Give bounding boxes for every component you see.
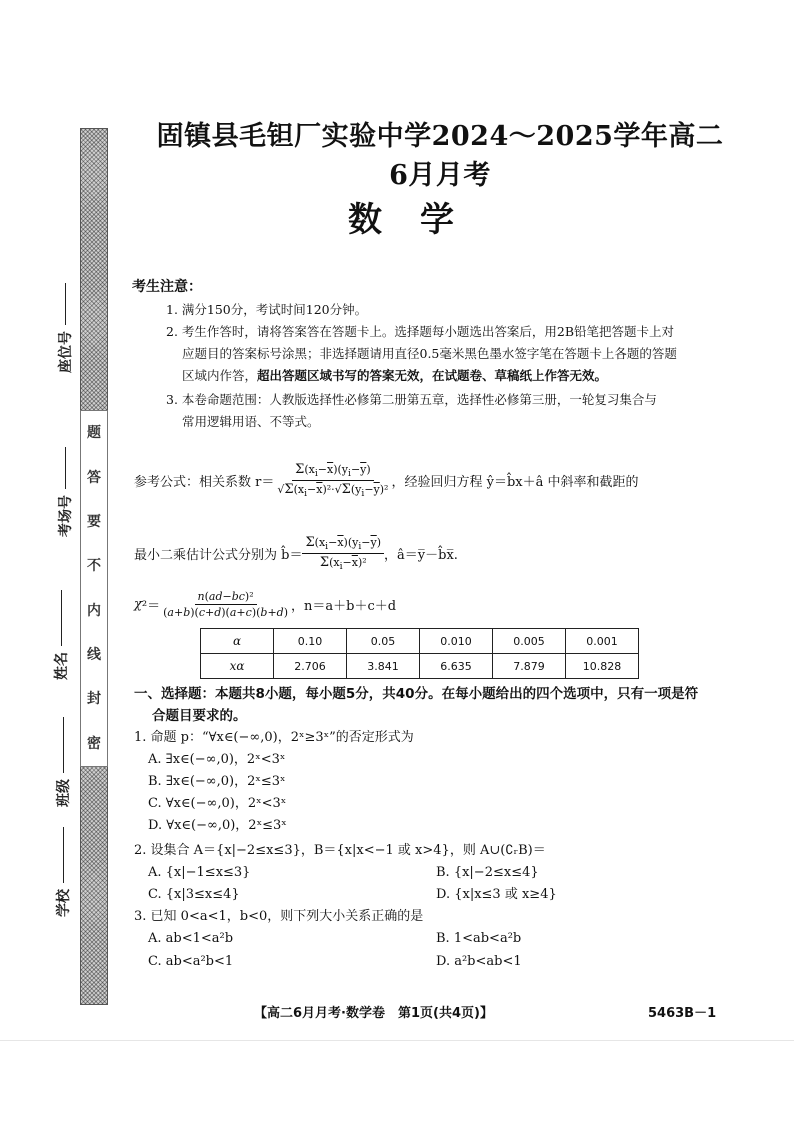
name-field[interactable] <box>51 590 71 680</box>
correlation-fraction: $\frac{\Sigma(x_i-\overline{x})(y_i-\overline{y})}{√\Sigma(x_i-\overline{x})^2\cdot√\Sigma(y_i-\overline{y})^2}$ <box>277 462 389 500</box>
option-a[interactable]: A. {x|−1≤x≤3} <box>148 865 251 880</box>
table-cell: α <box>201 629 274 654</box>
formula-prefix: 最小二乘估计公式分别为 b̂＝ <box>134 548 303 564</box>
critical-value-table <box>200 628 639 679</box>
formula-prefix: 参考公式：相关系数 r＝ <box>134 475 275 491</box>
table-cell: 0.10 <box>274 629 347 654</box>
table-cell: 0.05 <box>347 629 420 654</box>
notice-item: 1. 满分150分，考试时间120分钟。 <box>166 302 368 317</box>
question-stem: 3. 已知 0<a<1，b<0，则下列大小关系正确的是 <box>134 909 424 924</box>
section-title: 一、选择题：本题共8小题，每小题5分，共40分。在每小题给出的四个选项中，只有一项是符 <box>134 686 699 702</box>
seal-char: 线 <box>87 647 101 664</box>
question-stem: 2. 设集合 A＝{x|−2≤x≤3}，B＝{x|x<−1 或 x>4}，则 A∪(∁ᵣB)＝ <box>134 843 546 858</box>
table-cell: 7.879 <box>493 654 566 679</box>
table-row <box>201 629 639 654</box>
paper-code: 5463B－1 <box>648 1006 717 1021</box>
option-b[interactable]: B. 1<ab<a²b <box>436 931 522 946</box>
notice-item-line <box>182 365 742 387</box>
field-label: 考场号 <box>58 495 74 537</box>
seal-char: 不 <box>87 558 101 575</box>
chi-square-formula: χ ²＝ $\frac{\text{n(ad−bc)²}}{(a+b)(c+d)(a+c)(b+d)}$ ，n＝a＋b＋c＋d <box>134 590 397 619</box>
seal-char: 要 <box>87 513 101 530</box>
option-d[interactable]: D. a²b<ab<1 <box>436 954 522 969</box>
field-label: 座位号 <box>58 331 74 373</box>
option-c[interactable]: C. ∀x∈(−∞,0)，2ˣ<3ˣ <box>148 796 287 811</box>
option-d[interactable]: D. ∀x∈(−∞,0)，2ˣ≤3ˣ <box>148 818 287 833</box>
option-a[interactable]: A. ∃x∈(−∞,0)，2ˣ<3ˣ <box>148 752 286 767</box>
formula-suffix: ，n＝a＋b＋c＋d <box>291 599 397 614</box>
notice-item: 应题目的答案标号涂黑；非选择题请用直径0.5毫米黑色墨水签字笔在答题卡上各题的答题 <box>182 346 677 361</box>
chi-fraction: $\frac{\text{n(ad−bc)²}}{(a+b)(c+d)(a+c)(b+d)}$ <box>163 590 289 619</box>
field-label: 班级 <box>56 779 72 807</box>
table-cell: 6.635 <box>420 654 493 679</box>
table-cell: 10.828 <box>566 654 639 679</box>
class-field[interactable] <box>53 717 73 807</box>
page-footer: 【高二6月月考·数学卷 第1页(共4页)】 <box>254 1006 493 1021</box>
table-cell: 3.841 <box>347 654 420 679</box>
option-b[interactable]: B. ∃x∈(−∞,0)，2ˣ≤3ˣ <box>148 774 286 789</box>
page-title: 固镇县毛钽厂实验中学2024～2025学年高二6月月考 <box>156 121 724 191</box>
formula-suffix: ，â＝y̅－b̂x̅. <box>384 548 458 564</box>
notice-heading: 考生注意： <box>132 279 202 295</box>
option-d[interactable]: D. {x|x≤3 或 x≥4} <box>436 887 557 902</box>
seal-line-box <box>80 410 108 767</box>
option-c[interactable]: C. ab<a²b<1 <box>148 954 234 969</box>
table-cell: 2.706 <box>274 654 347 679</box>
slope-fraction: $\frac{\Sigma(x_i-\overline{x})(y_i-\overline{y})}{\Sigma(x_i-\overline{x})^2}$ <box>302 535 384 572</box>
table-row <box>201 654 639 679</box>
option-c[interactable]: C. {x|3≤x≤4} <box>148 887 240 902</box>
notice-item: 2. 考生作答时，请将答案答在答题卡上。选择题每小题选出答案后，用2B铅笔把答题卡上对 <box>166 324 675 339</box>
subject-title: 数学 <box>348 200 492 240</box>
section-title-cont: 合题目要求的。 <box>152 708 247 724</box>
formula-suffix: ，经验回归方程 ŷ＝b̂x＋â 中斜率和截距的 <box>391 475 639 491</box>
seat-number-field[interactable] <box>55 283 75 373</box>
seal-char: 内 <box>87 602 101 619</box>
correlation-formula <box>134 462 744 499</box>
exam-room-field[interactable] <box>55 447 75 537</box>
table-cell: 0.005 <box>493 629 566 654</box>
table-cell: xα <box>201 654 274 679</box>
seal-char: 封 <box>87 691 101 708</box>
field-label: 姓名 <box>54 652 70 680</box>
seal-char: 密 <box>87 735 101 752</box>
table-cell: 0.010 <box>420 629 493 654</box>
page-bottom-rule <box>0 1040 794 1041</box>
table-cell: 0.001 <box>566 629 639 654</box>
field-label: 学校 <box>56 889 72 917</box>
notice-emphasis: 超出答题区域书写的答案无效，在试题卷、草稿纸上作答无效。 <box>257 368 608 383</box>
seal-char: 答 <box>87 469 101 486</box>
question-stem: 1. 命题 p：“∀x∈(−∞,0)，2ˣ≥3ˣ”的否定形式为 <box>134 730 414 745</box>
least-squares-formula <box>134 535 744 572</box>
notice-text: 区域内作答， <box>182 368 258 383</box>
option-b[interactable]: B. {x|−2≤x≤4} <box>436 865 539 880</box>
school-field[interactable] <box>53 827 73 917</box>
seal-char: 题 <box>87 425 101 442</box>
notice-item: 3. 本卷命题范围：人教版选择性必修第二册第五章，选择性必修第三册，一轮复习集合与 <box>166 392 657 407</box>
option-a[interactable]: A. ab<1<a²b <box>148 931 234 946</box>
notice-item: 常用逻辑用语、不等式。 <box>182 414 320 429</box>
